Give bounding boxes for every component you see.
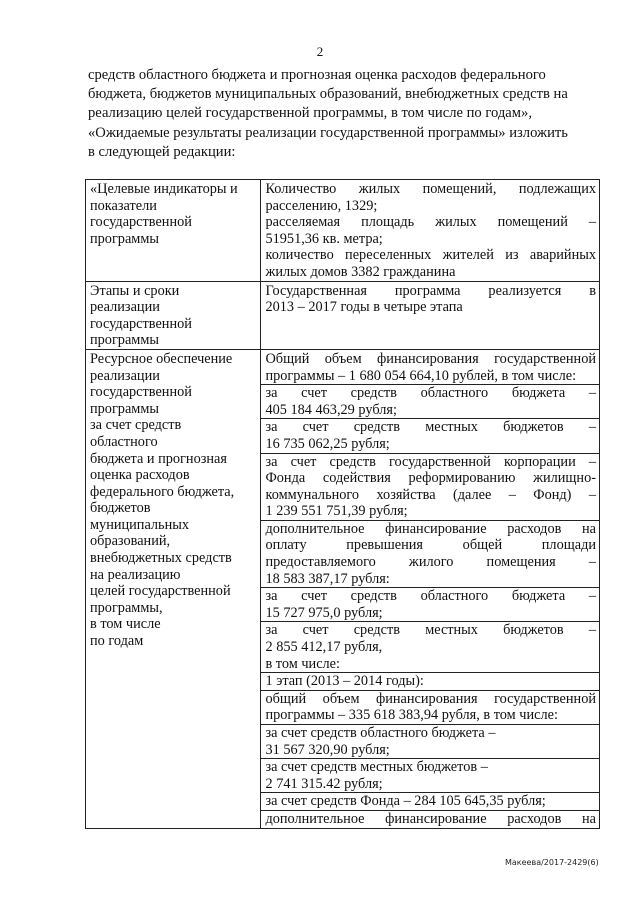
row-label-line: муниципальных xyxy=(90,516,189,533)
page-number: 2 xyxy=(316,44,324,59)
value-line: расселяемая площадь жилых помещений – xyxy=(265,214,596,231)
row-value-cell xyxy=(261,281,600,349)
value-line: количество переселенных жителей из аварийных xyxy=(265,247,596,264)
row-value-cell xyxy=(261,180,600,282)
value-line: за счет средств местных бюджетов – xyxy=(261,621,599,639)
intro-paragraph xyxy=(88,66,593,162)
row-label-line: федерального бюджета, xyxy=(90,483,235,500)
row-label-line: Этапы и сроки xyxy=(90,282,180,299)
value-line: 16 735 062,25 рубля; xyxy=(265,435,390,452)
value-line: 15 727 975,0 рубля; xyxy=(265,604,383,621)
intro-line: в следующей редакции: xyxy=(88,143,236,160)
row-label-line: по годам xyxy=(90,633,144,650)
row-label-line: внебюджетных средств xyxy=(90,550,232,567)
value-line: жилых домов 3382 гражданина xyxy=(265,263,456,280)
value-line: за счет средств местных бюджетов – xyxy=(261,418,599,436)
row-label-line: бюджета и прогнозная xyxy=(90,450,227,467)
row-label-line: бюджетов xyxy=(90,500,151,517)
value-line: 31 567 320,90 рубля; xyxy=(265,741,390,758)
row-label-cell xyxy=(86,180,261,282)
value-line: дополнительное финансирование расходов на xyxy=(261,810,599,828)
row-label-line: показатели xyxy=(90,197,157,214)
document-reference-footer: Макеева/2017-2429(6) xyxy=(505,858,599,867)
row-label-line: государственной xyxy=(90,384,192,401)
value-line: за счет средств местных бюджетов – xyxy=(261,758,599,776)
value-line: коммунального хозяйства (далее – Фонд) – xyxy=(265,486,596,503)
intro-line: бюджета, бюджетов муниципальных образований, внебюджетных средств на xyxy=(88,86,568,103)
value-line: в том числе: xyxy=(265,655,340,672)
value-line: 405 184 463,29 рубля; xyxy=(265,401,397,418)
value-line: Общий объем финансирования государственной xyxy=(265,350,596,367)
value-line: расселению, 1329; xyxy=(265,197,378,214)
row-label-line: программы, xyxy=(90,599,163,616)
value-line: 1 239 551 751,39 рубля; xyxy=(265,503,408,520)
row-value-cell xyxy=(261,349,600,828)
row-label-line: реализации xyxy=(90,299,160,316)
value-line: 18 583 387,17 рубля: xyxy=(265,570,390,587)
row-label-line: в том числе xyxy=(90,616,161,633)
row-label-line: государственной xyxy=(90,315,192,332)
value-line: оплату превышения общей площади xyxy=(265,537,596,554)
value-line: общий объем финансирования государственной xyxy=(261,690,599,708)
value-line: 2 855 412,17 рубля, xyxy=(265,639,383,656)
row-label-line: программы xyxy=(90,230,160,247)
row-label-line: образований, xyxy=(90,533,171,550)
value-line: за счет средств областного бюджета – xyxy=(261,587,599,605)
intro-line: реализацию целей государственной программы, в том числе по годам», xyxy=(88,105,532,122)
program-passport-table xyxy=(85,179,600,829)
intro-line: «Ожидаемые результаты реализации государственной программы» изложить xyxy=(88,124,568,141)
value-line: дополнительное финансирование расходов на xyxy=(261,520,599,538)
row-label-line: целей государственной xyxy=(90,583,231,600)
intro-line: средств областного бюджета и прогнозная оценка расходов федерального xyxy=(88,67,546,83)
row-label-line: программы xyxy=(90,332,160,349)
value-line: программы – 335 618 383,94 рубля, в том числе: xyxy=(265,707,558,724)
row-label-line: областного xyxy=(90,433,158,450)
value-line: Количество жилых помещений, подлежащих xyxy=(265,181,596,197)
table-row-funding xyxy=(86,349,600,828)
value-line: программы – 1 680 054 664,10 рублей, в том числе: xyxy=(265,367,577,384)
value-line: за счет средств Фонда – 284 105 645,35 рубля; xyxy=(261,792,599,810)
row-label-line: государственной xyxy=(90,214,192,231)
row-label-line: реализации xyxy=(90,367,160,384)
value-line: 1 этап (2013 – 2014 годы): xyxy=(261,672,599,690)
value-line: за счет средств государственной корпорации – xyxy=(261,453,599,471)
row-label-line: на реализацию xyxy=(90,566,181,583)
value-line: за счет средств областного бюджета – xyxy=(261,724,599,742)
row-label-line: Ресурсное обеспечение xyxy=(90,350,233,367)
value-line: за счет средств областного бюджета – xyxy=(261,384,599,402)
value-line: 2013 – 2017 годы в четыре этапа xyxy=(265,299,463,316)
row-label-line: за счет средств xyxy=(90,417,182,434)
value-line: 51951,36 кв. метра; xyxy=(265,230,383,247)
value-line: Фонда содействия реформированию жилищно- xyxy=(265,470,596,487)
value-line: предоставляемого жилого помещения – xyxy=(265,554,596,571)
row-label-line: оценка расходов xyxy=(90,467,190,484)
value-line: 2 741 315.42 рубля; xyxy=(265,775,383,792)
row-label-line: программы xyxy=(90,400,160,417)
table-row-stages xyxy=(86,281,600,349)
row-label-line: «Целевые индикаторы и xyxy=(90,181,238,197)
row-label-cell xyxy=(86,349,261,828)
table-row-indicators xyxy=(86,180,600,282)
row-label-cell xyxy=(86,281,261,349)
value-line: Государственная программа реализуется в xyxy=(265,282,596,299)
